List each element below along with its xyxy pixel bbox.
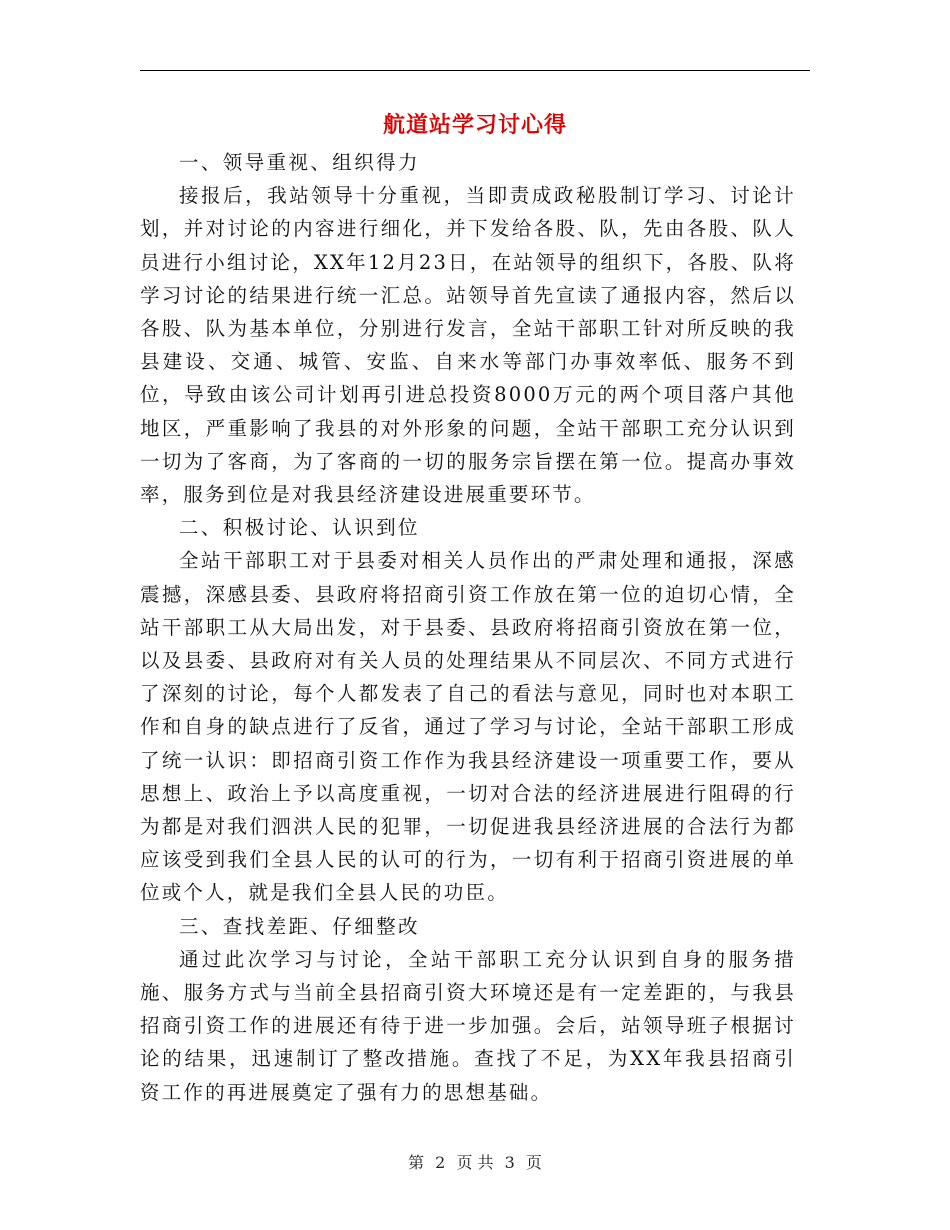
paragraph-2: 全站干部职工对于县委对相关人员作出的严肃处理和通报，深感震撼，深感县委、县政府将招商引资工作放在第一位的迫切心情，全站干部职工从大局出发，对于县委、县政府将招商引资放在第一位，以及县委、县政府对有关人员的处理结果从不同层次、不同方式进行了深刻的讨论，每个人都发表了自己的看法与意见，同时也对本职工作和自身的缺点进行了反省，通过了学习与讨论，全站干部职工形成了统一认识：即招商引资工作作为我县经济建设一项重要工作，要从思想上、政治上予以高度重视，一切对合法的经济进展进行阻碍的行为都是对我们泗洪人民的犯罪，一切促进我县经济进展的合法行为都应该受到我们全县人民的认可的行为，一切有利于招商引资进展的单位或个人，就是我们全县人民的功臣。 [140,549,796,905]
document-body [140,146,796,1109]
paragraph-3: 通过此次学习与讨论，全站干部职工充分认识到自身的服务措施、服务方式与当前全县招商引资大环境还是有一定差距的，与我县招商引资工作的进展还有待于进一步加强。会后，站领导班子根据讨论的结果，迅速制订了整改措施。查找了不足，为XX年我县招商引资工作的再进展奠定了强有力的思想基础。 [140,947,796,1104]
footer-suffix: 页 [525,1153,542,1172]
header-rule [140,70,810,71]
section-heading-2: 二、积极讨论、认识到位 [179,516,420,540]
footer-prefix: 第 [408,1153,425,1172]
footer-middle: 页 共 [456,1153,494,1172]
footer-total-pages: 3 [504,1153,515,1172]
document-title: 航道站学习讨心得 [382,113,567,138]
section-heading-3: 三、查找差距、仔细整改 [179,914,420,938]
footer-current-page: 2 [435,1153,446,1172]
paragraph-1: 接报后，我站领导十分重视，当即责成政秘股制订学习、讨论计划，并对讨论的内容进行细化，并下发给各股、队，先由各股、队人员进行小组讨论，XX年12月23日，在站领导的组织下，各股、队将学习讨论的结果进行统一汇总。站领导首先宣读了通报内容，然后以各股、队为基本单位，分别进行发言，全站干部职工针对所反映的我县建设、交通、城管、安监、自来水等部门办事效率低、服务不到位，导致由该公司计划再引进总投资8000万元的两个项目落户其他地区，严重影响了我县的对外形象的问题，全站干部职工充分认识到一切为了客商，为了客商的一切的服务宗旨摆在第一位。提高办事效率，服务到位是对我县经济建设进展重要环节。 [140,184,796,507]
page-footer [0,1151,950,1175]
section-heading-1: 一、领导重视、组织得力 [179,151,420,174]
